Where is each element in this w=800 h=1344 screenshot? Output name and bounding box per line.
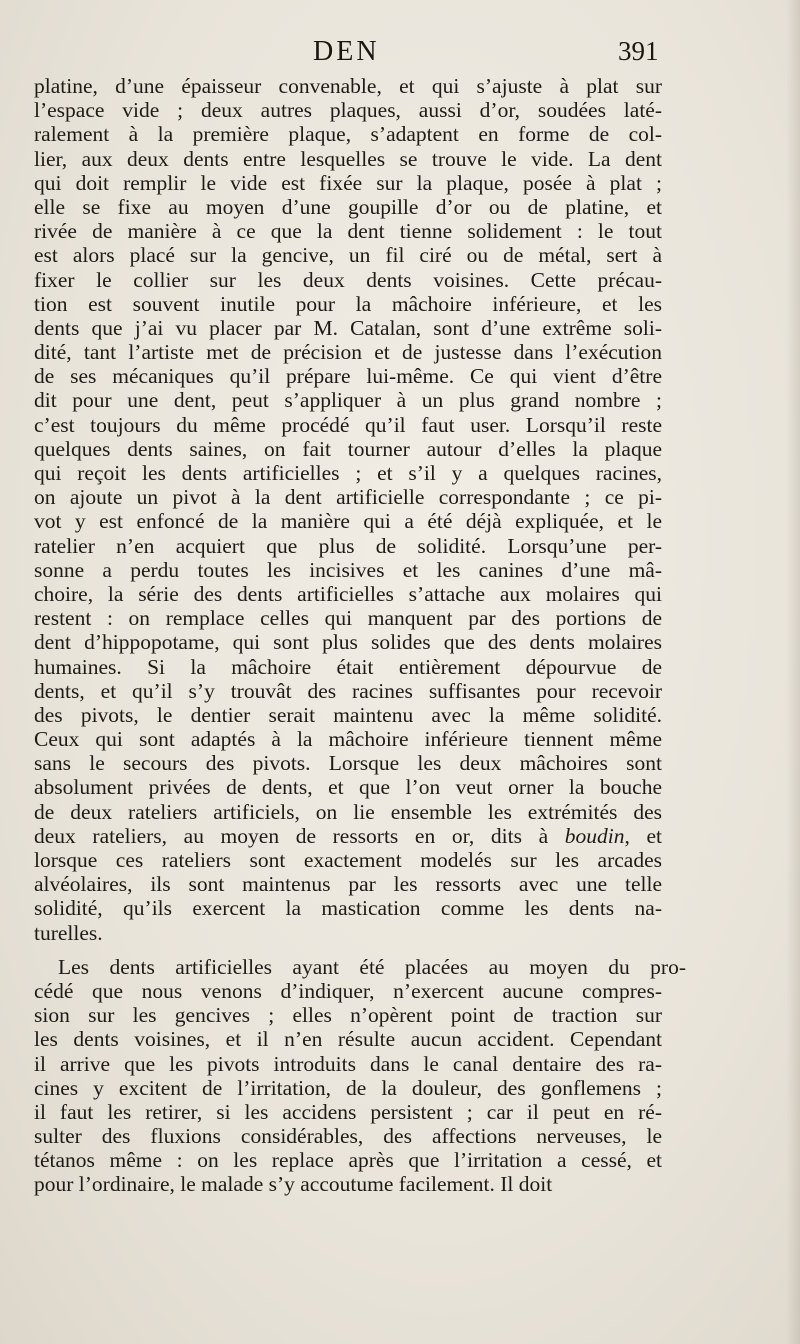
text-line: platine, d’une épaisseur convenable, et qui s’ajuste à plat sur	[34, 74, 662, 98]
text-line: de ses mécaniques qu’il prépare lui-même. Ce qui vient d’être	[34, 364, 662, 389]
text-line: l’espace vide ; deux autres plaques, aussi d’or, soudées laté-	[34, 98, 662, 123]
text-line: rivée de manière à ce que la dent tienne solidement : le tout	[34, 219, 662, 244]
text-line: humaines. Si la mâchoire était entièrement dépourvue de	[34, 654, 662, 679]
paragraph	[34, 74, 662, 945]
paragraph-gap	[34, 945, 662, 955]
text-line: ratelier n’en acquiert que plus de solidité. Lorsqu’une per-	[34, 533, 662, 558]
text-line: choire, la série des dents artificielles s’attache aux molaires qui	[34, 581, 662, 606]
text-line: lorsque ces rateliers sont exactement modelés sur les arcades	[34, 848, 662, 872]
text-line: il faut les retirer, si les accidens persistent ; car il peut en ré-	[34, 1099, 662, 1124]
text-line: il arrive que les pivots introduits dans le canal dentaire des ra-	[34, 1051, 662, 1076]
text-line: cédé que nous venons d’indiquer, n’exercent aucune compres-	[34, 978, 662, 1003]
page-edge-shadow	[786, 0, 800, 1344]
text-line: dit pour une dent, peut s’appliquer à un plus grand nombre ;	[34, 388, 662, 413]
running-head: DEN	[313, 36, 380, 67]
text-line: ralement à la première plaque, s’adaptent en forme de col-	[34, 122, 662, 147]
text-line: qui reçoit les dents artificielles ; et s’il y a quelques racines,	[34, 461, 662, 485]
page-number: 391	[618, 36, 659, 66]
text-line: quelques dents saines, on fait tourner autour d’elles la plaque	[34, 436, 662, 461]
text-line: cines y excitent de l’irritation, de la douleur, des gonflemens ;	[34, 1075, 662, 1100]
text-line: Les dents artificielles ayant été placées au moyen du pro-	[58, 954, 686, 979]
text-line: sonne a perdu toutes les incisives et les canines d’une mâ-	[34, 557, 662, 582]
body-text	[34, 74, 686, 1197]
text-line: restent : on remplace celles qui manquent par des portions de	[34, 606, 662, 631]
page-header	[0, 36, 800, 70]
text-line: dents que j’ai vu placer par M. Catalan, sont d’une extrême soli-	[34, 315, 662, 340]
text-line: des pivots, le dentier serait maintenu avec la même solidité.	[34, 702, 662, 727]
text-line: sion sur les gencives ; elles n’opèrent point de traction sur	[34, 1003, 662, 1028]
text-line: sans le secours des pivots. Lorsque les deux mâchoires sont	[34, 751, 662, 776]
text-line: c’est toujours du même procédé qu’il faut user. Lorsqu’il reste	[34, 412, 662, 437]
text-line: vot y est enfoncé de la manière qui a été déjà expliquée, et le	[34, 509, 662, 534]
text-line: on ajoute un pivot à la dent artificielle correspondante ; ce pi-	[34, 485, 662, 510]
text-line: alvéolaires, ils sont maintenus par les ressorts avec une telle	[34, 872, 662, 897]
text-line: tétanos même : on les replace après que l’irritation a cessé, et	[34, 1148, 662, 1173]
text-line: deux rateliers, au moyen de ressorts en or, dits à boudin, et	[34, 823, 662, 848]
text-line: pour l’ordinaire, le malade s’y accoutume facilement. Il doit	[34, 1172, 553, 1197]
text-line: dent d’hippopotame, qui sont plus solides que des dents molaires	[34, 630, 662, 655]
text-line: qui doit remplir le vide est fixée sur la plaque, posée à plat ;	[34, 170, 662, 195]
text-line: elle se fixe au moyen d’une goupille d’or ou de platine, et	[34, 194, 662, 219]
text-line: sulter des fluxions considérables, des affections nerveuses, le	[34, 1124, 662, 1149]
text-line: lier, aux deux dents entre lesquelles se trouve le vide. La dent	[34, 146, 662, 171]
text-line: fixer le collier sur les deux dents voisines. Cette précau-	[34, 267, 662, 292]
text-line: Ceux qui sont adaptés à la mâchoire inférieure tiennent même	[34, 727, 662, 752]
text-line: dents, et qu’il s’y trouvât des racines suffisantes pour recevoir	[34, 678, 662, 703]
text-line: les dents voisines, et il n’en résulte aucun accident. Cependant	[34, 1027, 662, 1052]
text-line: est alors placé sur la gencive, un fil ciré ou de métal, sert à	[34, 243, 662, 268]
text-line: turelles.	[34, 920, 103, 945]
text-line: dité, tant l’artiste met de précision et de justesse dans l’exécution	[34, 340, 662, 365]
text-line: tion est souvent inutile pour la mâchoire inférieure, et les	[34, 291, 662, 316]
paragraph	[34, 954, 686, 1197]
text-line: absolument privées de dents, et que l’on veut orner la bouche	[34, 775, 662, 800]
text-line: de deux rateliers artificiels, on lie ensemble les extrémités des	[34, 799, 662, 824]
text-line: solidité, qu’ils exercent la mastication comme les dents na-	[34, 896, 662, 921]
